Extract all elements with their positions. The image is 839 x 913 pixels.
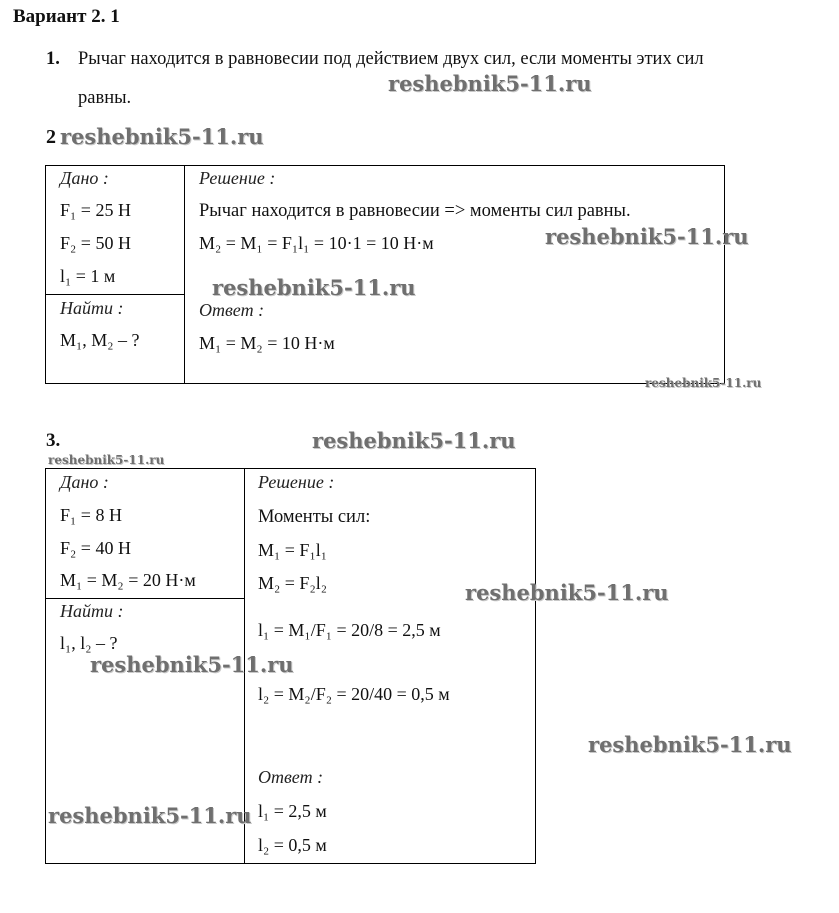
watermark: reshebnik5-11.ru: [388, 71, 592, 96]
watermark: reshebnik5-11.ru: [465, 580, 669, 605]
table-1-answer-label: Ответ :: [199, 300, 265, 320]
task-3-number: 3.: [46, 430, 61, 451]
table-1-solution-equation: M₂ = M₁ = F₁l₁ = 10·1 = 10 Н·м: [199, 233, 434, 253]
table-3-equation-m2: M₂ = F₂l₂: [258, 573, 327, 593]
watermark: reshebnik5-11.ru: [545, 224, 749, 249]
watermark: reshebnik5-11.ru: [60, 124, 264, 149]
table-1-solution-label: Решение :: [199, 168, 276, 188]
table-1-given-label: Дано :: [60, 168, 109, 188]
table-3-equation-m1: M₁ = F₁l₁: [258, 540, 327, 560]
task-1-text-line1: Рычаг находится в равновесии под действием двух сил, если моменты этих сил: [78, 49, 704, 69]
table-3-find-value: l₁, l₂ – ?: [60, 633, 118, 653]
table-3-given-separator: [45, 598, 245, 599]
table-3-answer-label: Ответ :: [258, 767, 324, 787]
table-1-find-label: Найти :: [60, 298, 124, 318]
table-3-find-label: Найти :: [60, 601, 124, 621]
table-1-answer-value: M₁ = M₂ = 10 Н·м: [199, 333, 335, 353]
task-2-number: 2: [46, 126, 56, 148]
table-1-find-value: M₁, M₂ – ?: [60, 330, 140, 350]
table-3-given-f1: F₁ = 8 Н: [60, 505, 122, 525]
watermark: reshebnik5-11.ru: [48, 803, 252, 828]
table-1-solution-text: Рычаг находится в равновесии => моменты сил равны.: [199, 201, 631, 221]
watermark: reshebnik5-11.ru: [90, 652, 294, 677]
table-3-equation-l1: l₁ = M₁/F₁ = 20/8 = 2,5 м: [258, 620, 441, 640]
task-1-text-line2: равны.: [78, 88, 132, 108]
table-3-equation-l2: l₂ = M₂/F₂ = 20/40 = 0,5 м: [258, 684, 450, 704]
table-3-solution-label: Решение :: [258, 472, 335, 492]
table-3-given-f2: F₂ = 40 Н: [60, 538, 131, 558]
watermark: reshebnik5-11.ru: [212, 275, 416, 300]
table-1-given-f1: F₁ = 25 Н: [60, 200, 131, 220]
table-3-given-moments: M₁ = M₂ = 20 Н·м: [60, 570, 196, 590]
table-1-given-separator: [45, 294, 185, 295]
page-title: Вариант 2. 1: [13, 6, 120, 27]
watermark: reshebnik5-11.ru: [588, 732, 792, 757]
watermark: reshebnik5-11.ru: [48, 453, 165, 467]
watermark: reshebnik5-11.ru: [645, 376, 762, 390]
table-3-answer-l2: l₂ = 0,5 м: [258, 835, 327, 855]
table-3-solution-text: Моменты сил:: [258, 507, 371, 527]
table-3-given-label: Дано :: [60, 472, 109, 492]
watermark: reshebnik5-11.ru: [312, 428, 516, 453]
table-1-divider: [184, 165, 185, 384]
table-3-answer-l1: l₁ = 2,5 м: [258, 801, 327, 821]
table-1-given-f2: F₂ = 50 Н: [60, 233, 131, 253]
task-1-number: 1.: [46, 49, 60, 69]
table-1-given-l1: l₁ = 1 м: [60, 266, 116, 286]
